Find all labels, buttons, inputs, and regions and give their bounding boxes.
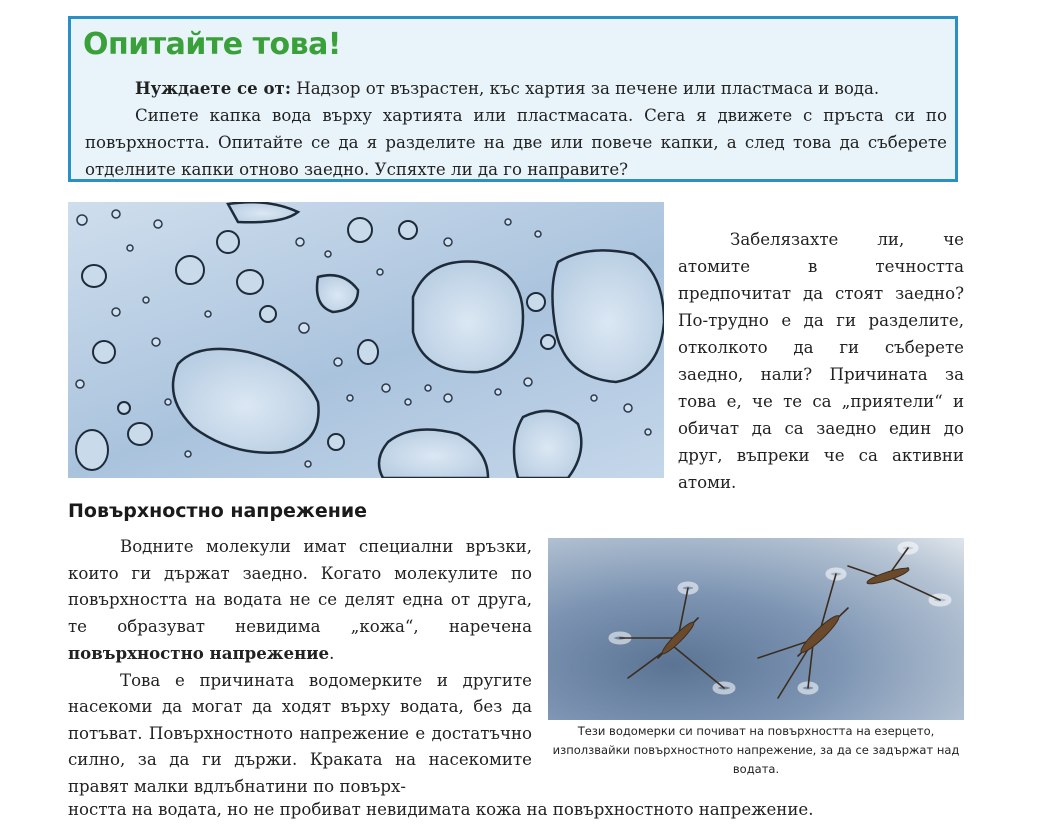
water-striders-illustration <box>548 538 964 720</box>
needs-text: Надзор от възрастен, къс хартия за печене или пластмаса и вода. <box>290 79 880 98</box>
paragraph-1-text: Водните молекули имат специални връзки, които ги държат заедно. Когато молекулите по повърхността на водата не се делят една от друга, те образуват невидима „кожа“, наречена <box>68 537 532 636</box>
needs-label: Нуждаете се от: <box>135 78 291 98</box>
paragraph-1 <box>68 534 532 668</box>
try-this-box <box>68 16 958 182</box>
surface-tension-term: повърхностно напрежение <box>68 643 330 663</box>
water-striders-photo <box>548 538 964 720</box>
instructions-paragraph: Сипете капка вода върху хартията или пластмасата. Сега я движете с пръста си по повърхността. Опитайте се да я разделите на две или повече капки, а след това да съберете отделните капки отново заедно. Успяхте ли да го направите? <box>85 106 947 179</box>
water-drops-photo <box>68 202 664 478</box>
paragraph-1-end: . <box>329 644 335 663</box>
side-paragraph-block <box>678 226 964 496</box>
paragraph-2-last-line: ността на водата, но не пробиват невидимата кожа на повърхностното напрежение. <box>68 800 814 819</box>
paragraph-2: Това е причината водомерките и другите насекоми да могат да ходят върху водата, без да потъват. Повърхностното напрежение е достатъчно силно, за да ги държи. Краката на насекомите правят малки вдлъбнатини по повърх- <box>68 670 532 796</box>
side-paragraph: Забелязахте ли, че атомите в течността предпочитат да стоят заедно? По-трудно е да ги разделите, отколкото да ги съберете заедно, нали? Причината за това е, че те са „приятели“ и обичат да са заедно един до друг, въпреки че са активни атоми. <box>678 230 964 492</box>
try-this-title: Опитайте това! <box>83 27 341 62</box>
try-this-text <box>85 75 947 183</box>
surface-tension-text <box>68 534 532 800</box>
section-heading: Повърхностно напрежение <box>68 500 368 522</box>
photo-caption: Тези водомерки си почиват на повърхността на езерцето, използвайки повърхностното напрежение, за да се задържат над водата. <box>552 724 960 776</box>
water-drops-illustration <box>68 202 664 478</box>
needs-paragraph <box>85 75 947 102</box>
